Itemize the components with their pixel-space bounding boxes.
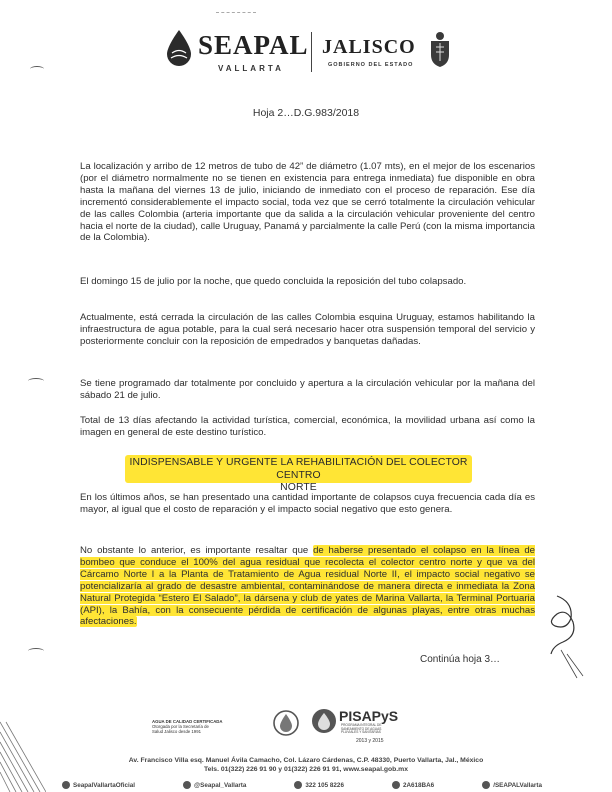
bbm-icon <box>392 781 400 789</box>
scan-corner-hatching <box>0 692 46 792</box>
cert-line-1: AGUA DE CALIDAD CERTIFICADA <box>152 719 223 724</box>
social-youtube-label: /SEAPALVallarta <box>493 781 542 789</box>
scan-mark-mid <box>28 378 44 384</box>
facebook-icon <box>62 781 70 789</box>
continua-note: Continúa hoja 3… <box>420 654 501 665</box>
scan-dash-top <box>216 12 256 13</box>
scan-mark-top <box>30 66 44 72</box>
certification-seal-icon <box>272 709 300 737</box>
social-twitter-label: @Seapal_Vallarta <box>194 781 247 789</box>
social-bbm[interactable] <box>392 781 434 789</box>
handwritten-signature <box>527 592 587 682</box>
paragraph-7 <box>80 545 535 628</box>
header-divider <box>311 32 312 72</box>
cert-line-2: Otorgada por la Secretaría de <box>152 724 209 730</box>
pisapys-description: PROGRAMA INTEGRAL DE SANEAMIENTO DE AGUAS PLUVIALES Y SANITARIAS <box>341 723 382 735</box>
seapal-drop-icon <box>164 28 194 68</box>
whatsapp-icon <box>294 781 302 789</box>
page-reference: Hoja 2…D.G.983/2018 <box>252 107 360 119</box>
paragraph-3: Actualmente, está cerrada la circulación de las calles Colombia esquina Uruguay, estamos habilitando la infraestructura de agua potable, para la cual será necesario hacer otra suspensión temporal del servicio y posteriormente concluir con la reposición de empedrados y banquetas dañadas. <box>80 312 535 347</box>
paragraph-1: La localización y arribo de 12 metros de tubo de 42” de diámetro (1.07 mts), en el mejor de los escenarios (por el diámetro normalmente no se tienen en existencia para entrega inmediata) fue disponible en obra hasta la mañana del viernes 13 de julio, iniciando de inmediato con el proceso de reparación. Ese día incrementó considerablemente el impacto social, toda vez que se cerró totalmente la circulación vehicular de las calles Colombia (arteria importante que da salida a la circulación vehicular proveniente del centro hacia el norte de la ciudad), calle Uruguay, Panamá y parcialmente la calle Perú (con la misma importancia de la Colombia). <box>80 161 535 244</box>
social-facebook-label: SeapalVallartaOficial <box>73 781 135 789</box>
section-heading-line1: INDISPENSABLE Y URGENTE LA REHABILITACIÓN DEL COLECTOR CENTRO <box>129 457 468 481</box>
paragraph-5: Total de 13 días afectando la actividad turística, comercial, económica, la movilidad urbana así como la imagen en general de este destino turístico. <box>80 415 535 438</box>
footer-address: Av. Francisco Villa esq. Manuel Ávila Camacho, Col. Lázaro Cárdenas, C.P. 48330, Puerto Vallarta, Jal., México <box>128 757 484 764</box>
social-facebook[interactable] <box>62 781 135 789</box>
pisapys-years: 2013 y 2015 <box>356 738 384 744</box>
social-whatsapp[interactable] <box>294 781 344 789</box>
twitter-icon <box>183 781 191 789</box>
jalisco-subtitle: GOBIERNO DEL ESTADO <box>328 62 414 68</box>
paragraph-2: El domingo 15 de julio por la noche, que quedo concluida la reposición del tubo colapsado. <box>80 276 467 287</box>
jalisco-title: JALISCO <box>322 36 416 58</box>
section-heading-line2: NORTE <box>280 482 317 493</box>
pisapys-logo-icon <box>311 708 337 734</box>
social-links <box>62 781 542 789</box>
paragraph-7-highlight: de haberse presentado el colapso en la línea de bombeo que conduce el 100% del agua residual que recolecta el colector centro norte y que va del Cárcamo Norte I a la Planta de Tratamiento de Agua residual Norte II, el impacto social negativo se potencializaría al grado de desastre ambiental, contaminándose de manera directa e inmediata la Zona Natural Protegida “Estero El Salado”, la dársena y club de yates de Marina Vallarta, la Terminal Portuaria (API), la Bahía, con la consecuente pérdida de certificación de algunas playas, entre otras muchas afectaciones. <box>80 545 535 628</box>
scan-mark-bottom <box>28 648 44 654</box>
cert-line-3: Salud Jalisco desde 1991 <box>152 729 201 735</box>
water-certification-text <box>152 719 264 735</box>
social-twitter[interactable] <box>183 781 246 789</box>
paragraph-4: Se tiene programado dar totalmente por concluido y apertura a la circulación vehicular por la mañana del sábado 21 de julio. <box>80 378 535 401</box>
social-youtube[interactable] <box>482 781 542 789</box>
social-bbm-label: 2A618BA6 <box>403 781 435 789</box>
pisapys-name: PISAPyS <box>339 708 399 724</box>
seapal-subtitle: VALLARTA <box>218 64 284 73</box>
section-heading <box>125 455 472 493</box>
footer-phones: Tels. 01(322) 226 91 90 y 01(322) 226 91 91, www.seapal.gob.mx <box>203 766 409 773</box>
youtube-icon <box>482 781 490 789</box>
social-whatsapp-label: 322 105 8226 <box>305 781 344 789</box>
seapal-brand: SEAPAL <box>198 30 309 60</box>
paragraph-7-lead: No obstante lo anterior, es importante resaltar que <box>80 545 314 556</box>
jalisco-crest-icon <box>428 31 452 69</box>
paragraph-6: En los últimos años, se han presentado una cantidad importante de colapsos cuya frecuencia cada día es mayor, al igual que el costo de reparación y el impacto social negativo que esto genera. <box>80 492 535 515</box>
